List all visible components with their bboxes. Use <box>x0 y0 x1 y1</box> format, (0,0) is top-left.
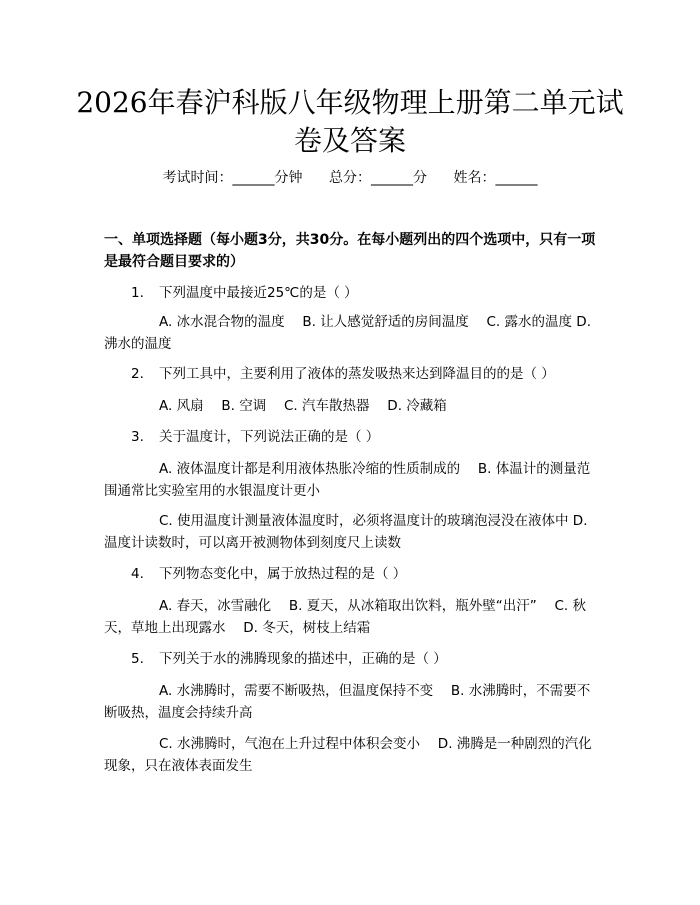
question-number: 3. <box>131 429 144 445</box>
question-number: 2. <box>131 366 144 382</box>
question-2 <box>104 363 596 385</box>
question-stem: 下列工具中，主要利用了液体的蒸发吸热来达到降温目的的是（ ） <box>159 366 555 382</box>
question-1 <box>104 282 596 304</box>
exam-meta <box>0 168 700 188</box>
question-3 <box>104 426 596 448</box>
exam-time-field: 考试时间：______分钟 <box>162 170 303 186</box>
student-name-field: 姓名：______ <box>453 170 538 186</box>
question-5-options-a-b: A. 水沸腾时，需要不断吸热，但温度保持不变 B. 水沸腾时，不需要不断吸热，温度会持续升高 <box>104 683 591 721</box>
question-number: 4. <box>131 566 144 582</box>
total-score-field: 总分：______分 <box>329 170 427 186</box>
question-3-options-a-b: A. 液体温度计都是利用液体热胀冷缩的性质制成的 B. 体温计的测量范围通常比实验室用的水银温度计更小 <box>104 461 591 499</box>
section-heading: 一、单项选择题（每小题3分，共30分。在每小题列出的四个选项中，只有一项是最符合题目要求的） <box>104 232 596 270</box>
question-5-options-c-d: C. 水沸腾时，气泡在上升过程中体积会变小 D. 沸腾是一种剧烈的汽化现象，只在液体表面发生 <box>104 736 592 774</box>
page-title: 2026年春沪科版八年级物理上册第二单元试卷及答案 <box>76 86 624 157</box>
question-4 <box>104 563 596 585</box>
question-2-options: A. 风扇 B. 空调 C. 汽车散热器 D. 冷藏箱 <box>159 398 447 414</box>
question-stem: 下列物态变化中，属于放热过程的是（ ） <box>159 566 407 582</box>
question-number: 1. <box>131 285 144 301</box>
question-3-options-c-d: C. 使用温度计测量液体温度时，必须将温度计的玻璃泡浸没在液体中 D. 温度计读数时，可以离开被测物体到刻度尺上读数 <box>104 513 588 551</box>
question-5 <box>104 648 596 670</box>
question-stem: 下列关于水的沸腾现象的描述中，正确的是（ ） <box>159 651 447 667</box>
question-stem: 关于温度计，下列说法正确的是（ ） <box>159 429 380 445</box>
question-4-options: A. 春天，冰雪融化 B. 夏天，从冰箱取出饮料，瓶外壁“出汗” C. 秋天，草地上出现露水 D. 冬天，树枝上结霜 <box>104 598 587 636</box>
question-number: 5. <box>131 651 144 667</box>
question-stem: 下列温度中最接近25℃的是（ ） <box>159 285 358 301</box>
question-1-options: A. 冰水混合物的温度 B. 让人感觉舒适的房间温度 C. 露水的温度 D. 沸水的温度 <box>104 314 591 352</box>
